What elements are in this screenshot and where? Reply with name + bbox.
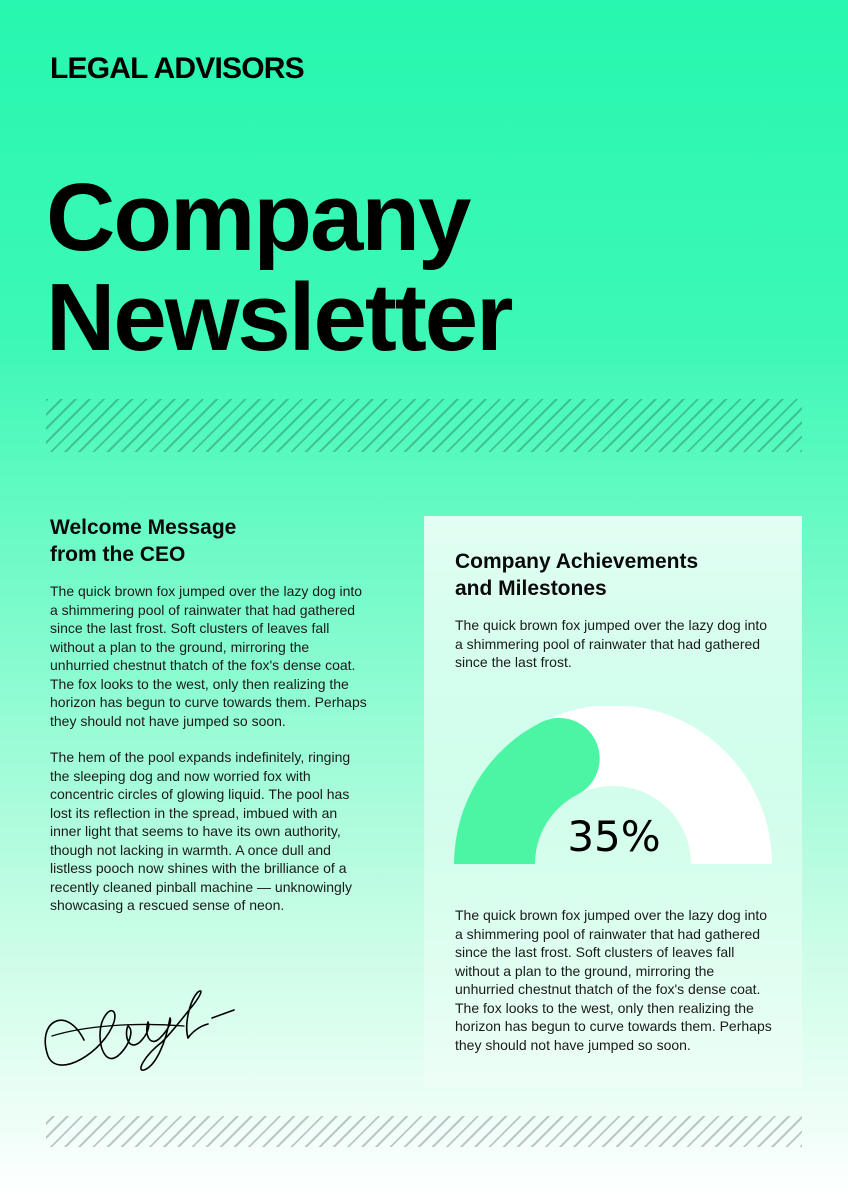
achievements-heading <box>455 548 775 602</box>
achievements-body: The quick brown fox jumped over the lazy dog into a shimmering pool of rainwater that had gathered since the last frost. Soft clusters of leaves fall without a plan to the ground, mirroring the unhurried chestnut thatch of the fox's dense coat. The fox looks to the west, only then realizing the horizon has begun to curve towards them. Perhaps they should not have jumped so soon. <box>455 907 772 1053</box>
title-line-2: Newsletter <box>46 264 512 371</box>
ceo-paragraph-1: The quick brown fox jumped over the lazy dog into a shimmering pool of rainwater that had gathered since the last frost. Soft clusters of leaves fall without a plan to the ground, mirroring the unhurried chestnut thatch of the fox's dense coat. The fox looks to the west, only then realizing the horizon has begun to curve towards them. Perhaps they should not have jumped so soon. <box>50 583 367 729</box>
brand-name: LEGAL ADVISORS <box>50 52 304 85</box>
gauge-value-label: 35% <box>567 812 661 861</box>
achievements-intro: The quick brown fox jumped over the lazy dog into a shimmering pool of rainwater that had gathered since the last frost. <box>455 617 768 670</box>
ceo-paragraph-2: The hem of the pool expands indefinitely, ringing the sleeping dog and now worried fox with concentric circles of glowing liquid. The pool has lost its reflection in the spread, imbued with an inner light that seems to have its own authority, though not lacking in warmth. A once dull and listless pooch now shines with the brilliance of a recently cleaned pinball machine — unknowingly showcasing a rescued sense of neon. <box>50 749 352 913</box>
top-stripe-divider <box>46 399 802 452</box>
achievements-card <box>424 516 802 1088</box>
ceo-heading-line-2: from the CEO <box>50 543 186 566</box>
bottom-stripe-divider <box>46 1116 802 1147</box>
ceo-signature <box>44 982 240 1076</box>
ceo-heading-line-1: Welcome Message <box>50 516 237 539</box>
title-line-1: Company <box>46 164 470 271</box>
page-title <box>46 164 512 371</box>
ceo-message-section <box>50 514 370 915</box>
achievements-heading-line-2: and Milestones <box>455 577 607 600</box>
achievements-heading-line-1: Company Achievements <box>455 550 699 573</box>
ceo-heading <box>50 514 370 568</box>
